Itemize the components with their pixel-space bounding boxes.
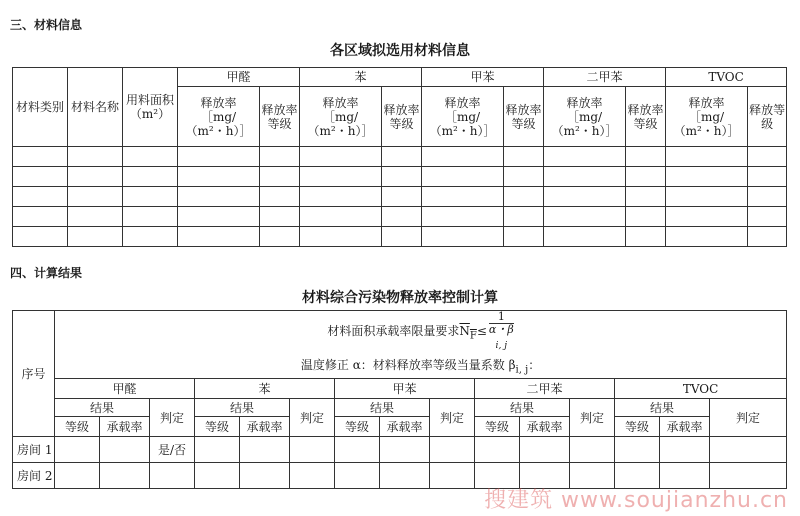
temp-line-text: 温度修正 α：材料释放率等级当量系数 β — [300, 358, 516, 373]
load-header: 承载率 — [660, 417, 710, 437]
judge-value: 是/否 — [150, 437, 195, 463]
table-row — [13, 437, 787, 463]
temp-correction-line — [55, 358, 786, 377]
rate-header — [544, 87, 626, 147]
col-header-material-type — [13, 68, 68, 147]
formula-line — [55, 311, 786, 352]
table-row — [13, 147, 787, 167]
room-label: 房间 1 — [13, 437, 55, 463]
pollutant-header-tvoc: TVOC — [666, 68, 787, 87]
result-header: 结果 — [195, 399, 290, 417]
rate-header — [300, 87, 382, 147]
room-label: 房间 2 — [13, 463, 55, 489]
formula-den-text: α・β — [488, 323, 514, 337]
judge-header: 判定 — [710, 399, 787, 437]
pollutant-header-toluene: 甲苯 — [335, 379, 475, 399]
rate-unit-2: （m²・h）］ — [551, 123, 618, 138]
material-name-label: 材料名称 — [70, 100, 119, 114]
rate-header — [666, 87, 748, 147]
table-row — [13, 227, 787, 247]
formula-var-sub: F — [469, 330, 477, 342]
rate-unit-1: ［mg/ — [200, 109, 237, 124]
grade-header: 等级 — [55, 417, 100, 437]
rate-unit-2: （m²・h）］ — [185, 123, 252, 138]
grade-header-last: 释放等级 — [748, 87, 787, 147]
grade-header: 等级 — [195, 417, 240, 437]
rate-unit-1: ［mg/ — [322, 109, 359, 124]
grade-header: 释放率等级 — [260, 87, 300, 147]
rate-label: 释放率 — [200, 95, 237, 110]
calc-result-table — [12, 310, 787, 489]
pollutant-header-xylene: 二甲苯 — [475, 379, 615, 399]
load-header: 承载率 — [100, 417, 150, 437]
load-header: 承载率 — [380, 417, 430, 437]
judge-header: 判定 — [150, 399, 195, 437]
rate-unit-2: （m²・h）］ — [673, 123, 740, 138]
formula-fraction — [489, 311, 514, 352]
grade-header: 等级 — [335, 417, 380, 437]
calc-table-title: 材料综合污染物释放率控制计算 — [302, 290, 498, 306]
rate-label: 释放率 — [566, 95, 603, 110]
formula-numerator: 1 — [489, 311, 514, 324]
formula-op: ≤ — [476, 324, 487, 339]
watermark: 搜建筑 www.soujianzhu.cn — [484, 488, 788, 513]
result-header: 结果 — [55, 399, 150, 417]
col-header-material-name — [68, 68, 123, 147]
grade-header: 释放率等级 — [626, 87, 666, 147]
rate-label: 释放率 — [444, 95, 481, 110]
pollutant-header-toluene: 甲苯 — [422, 68, 544, 87]
pollutant-header-formaldehyde: 甲醛 — [178, 68, 300, 87]
rate-unit-2: （m²・h）］ — [429, 123, 496, 138]
judge-value — [150, 463, 195, 489]
result-header: 结果 — [475, 399, 570, 417]
section-3-heading: 三、材料信息 — [10, 18, 83, 32]
material-info-table — [12, 67, 787, 247]
pollutant-header-benzene: 苯 — [300, 68, 422, 87]
material-table-title: 各区域拟选用材料信息 — [330, 43, 470, 59]
formula-denominator — [489, 324, 514, 352]
judge-header: 判定 — [430, 399, 475, 437]
material-type-label: 材料类别 — [15, 100, 64, 114]
table-row — [13, 187, 787, 207]
formula-var — [459, 324, 477, 342]
pollutant-header-tvoc: TVOC — [615, 379, 787, 399]
rate-unit-2: （m²・h）］ — [307, 123, 374, 138]
judge-header: 判定 — [290, 399, 335, 437]
pollutant-header-xylene: 二甲苯 — [544, 68, 666, 87]
material-area-unit: （m²） — [129, 107, 171, 121]
grade-header: 等级 — [615, 417, 660, 437]
section-4-heading: 四、计算结果 — [10, 266, 83, 280]
result-header: 结果 — [615, 399, 710, 417]
pollutant-header-benzene: 苯 — [195, 379, 335, 399]
rate-label: 释放率 — [688, 95, 725, 110]
rate-header — [422, 87, 504, 147]
rate-unit-1: ［mg/ — [689, 109, 725, 124]
load-header: 承载率 — [240, 417, 290, 437]
temp-line-sub: i, j — [515, 364, 529, 376]
rate-unit-1: ［mg/ — [566, 109, 603, 124]
temp-line-end: ： — [528, 358, 541, 373]
grade-header: 等级 — [475, 417, 520, 437]
grade-header: 释放率等级 — [382, 87, 422, 147]
pollutant-header-formaldehyde: 甲醛 — [55, 379, 195, 399]
table-row — [13, 167, 787, 187]
rate-unit-1: ［mg/ — [444, 109, 481, 124]
material-area-label: 用料面积 — [125, 93, 174, 107]
formula-cell — [55, 311, 787, 379]
rate-header — [178, 87, 260, 147]
judge-header: 判定 — [570, 399, 615, 437]
table-row — [13, 207, 787, 227]
formula-den-sub: i, j — [495, 340, 508, 352]
col-header-no: 序号 — [13, 311, 55, 437]
load-header: 承载率 — [520, 417, 570, 437]
result-header: 结果 — [335, 399, 430, 417]
col-header-material-area — [123, 68, 178, 147]
rate-label: 释放率 — [322, 95, 359, 110]
formula-text: 材料面积承载率限量要求 — [327, 324, 460, 339]
formula-var-letter: N — [459, 324, 470, 339]
grade-header: 释放率等级 — [504, 87, 544, 147]
